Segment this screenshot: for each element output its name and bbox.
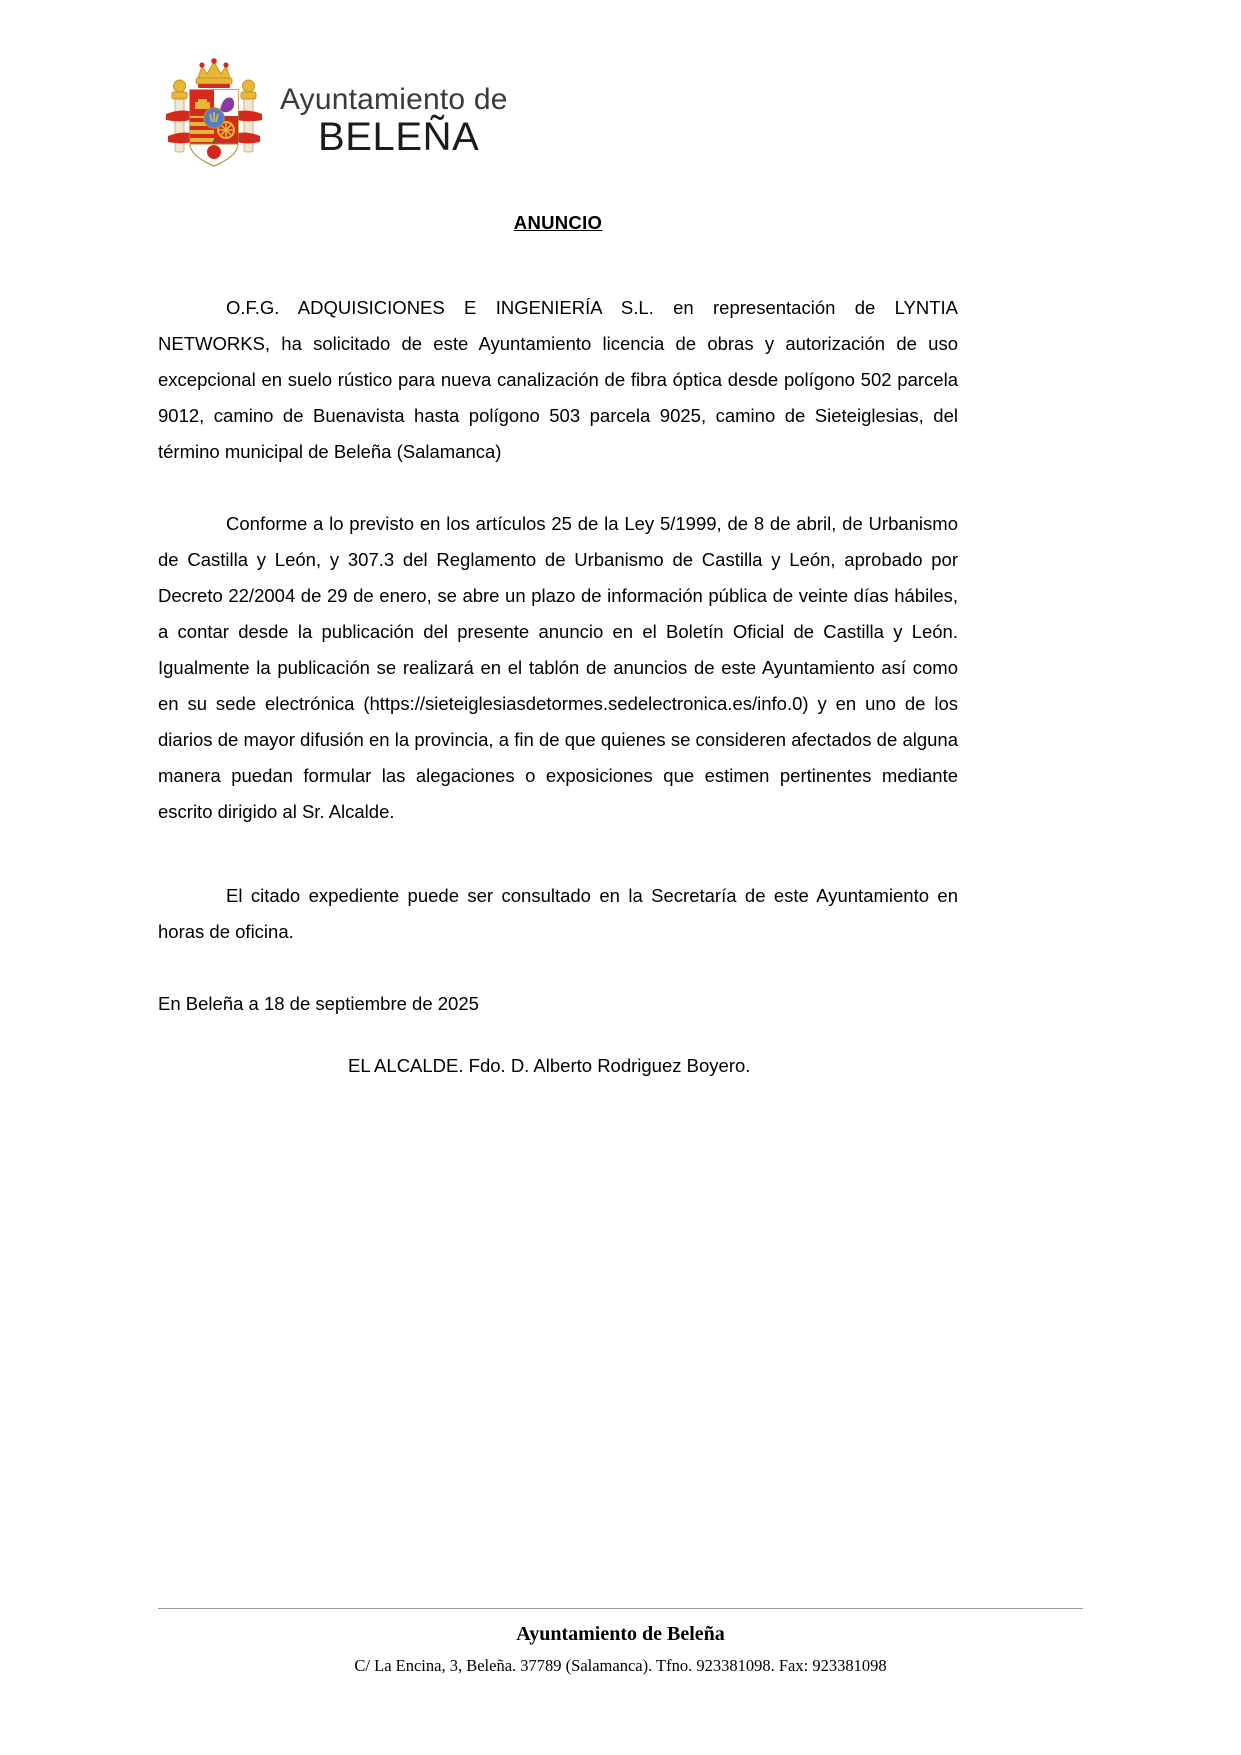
paragraph-legal-basis: Conforme a lo previsto en los artículos 25 de la Ley 5/1999, de 8 de abril, de Urbanismo de Castilla y León, y 307.3 del Reglamento de Urbanismo de Castilla y León, aprobado por Decreto 22/2004 de 29 de enero, se abre un plazo de información pública de veinte días hábiles, a contar desde la publicación del presente anuncio en el Boletín Oficial de Castilla y León. Igualmente la publicación se realizará en el tablón de anuncios de este Ayuntamiento así como en su sede electrónica (https://sieteiglesiasdetormes.sedelectronica.es/info.0) y en uno de los diarios de mayor difusión en la provincia, a fin de que quienes se consideren afectados de alguna manera puedan formular las alegaciones o exposiciones que estimen pertinentes mediante escrito dirigido al Sr. Alcalde. (158, 513, 958, 822)
signature-line: EL ALCALDE. Fdo. D. Alberto Rodriguez Boyero. (348, 1055, 751, 1076)
wordmark-line-2: BELEÑA (318, 114, 480, 159)
paragraph-spacer (158, 972, 958, 986)
wordmark (280, 70, 508, 158)
paragraph-spacer (158, 492, 958, 506)
document-body (158, 212, 958, 1084)
paragraph-spacer (158, 852, 958, 878)
footer-address: C/ La Encina, 3, Beleña. 37789 (Salamanca). Tfno. 923381098. Fax: 923381098 (354, 1656, 887, 1675)
letterhead (162, 52, 508, 176)
paragraph-consultation: El citado expediente puede ser consultado en la Secretaría de este Ayuntamiento en horas de oficina. (158, 885, 958, 942)
spanish-coat-of-arms-icon (162, 52, 266, 176)
wordmark-line-1: Ayuntamiento de (280, 83, 508, 117)
page-footer (158, 1608, 1083, 1676)
footer-title: Ayuntamiento de Beleña (516, 1623, 725, 1645)
page-title: ANUNCIO (513, 212, 603, 233)
footer-divider (158, 1608, 1083, 1609)
paragraph-request: O.F.G. ADQUISICIONES E INGENIERÍA S.L. en representación de LYNTIA NETWORKS, ha solicitado de este Ayuntamiento licencia de obras y autorización de uso excepcional en suelo rústico para nueva canalización de fibra óptica desde polígono 502 parcela 9012, camino de Buenavista hasta polígono 503 parcela 9025, camino de Sieteiglesias, del término municipal de Beleña (Salamanca) (158, 297, 958, 462)
date-line: En Beleña a 18 de septiembre de 2025 (158, 993, 479, 1014)
